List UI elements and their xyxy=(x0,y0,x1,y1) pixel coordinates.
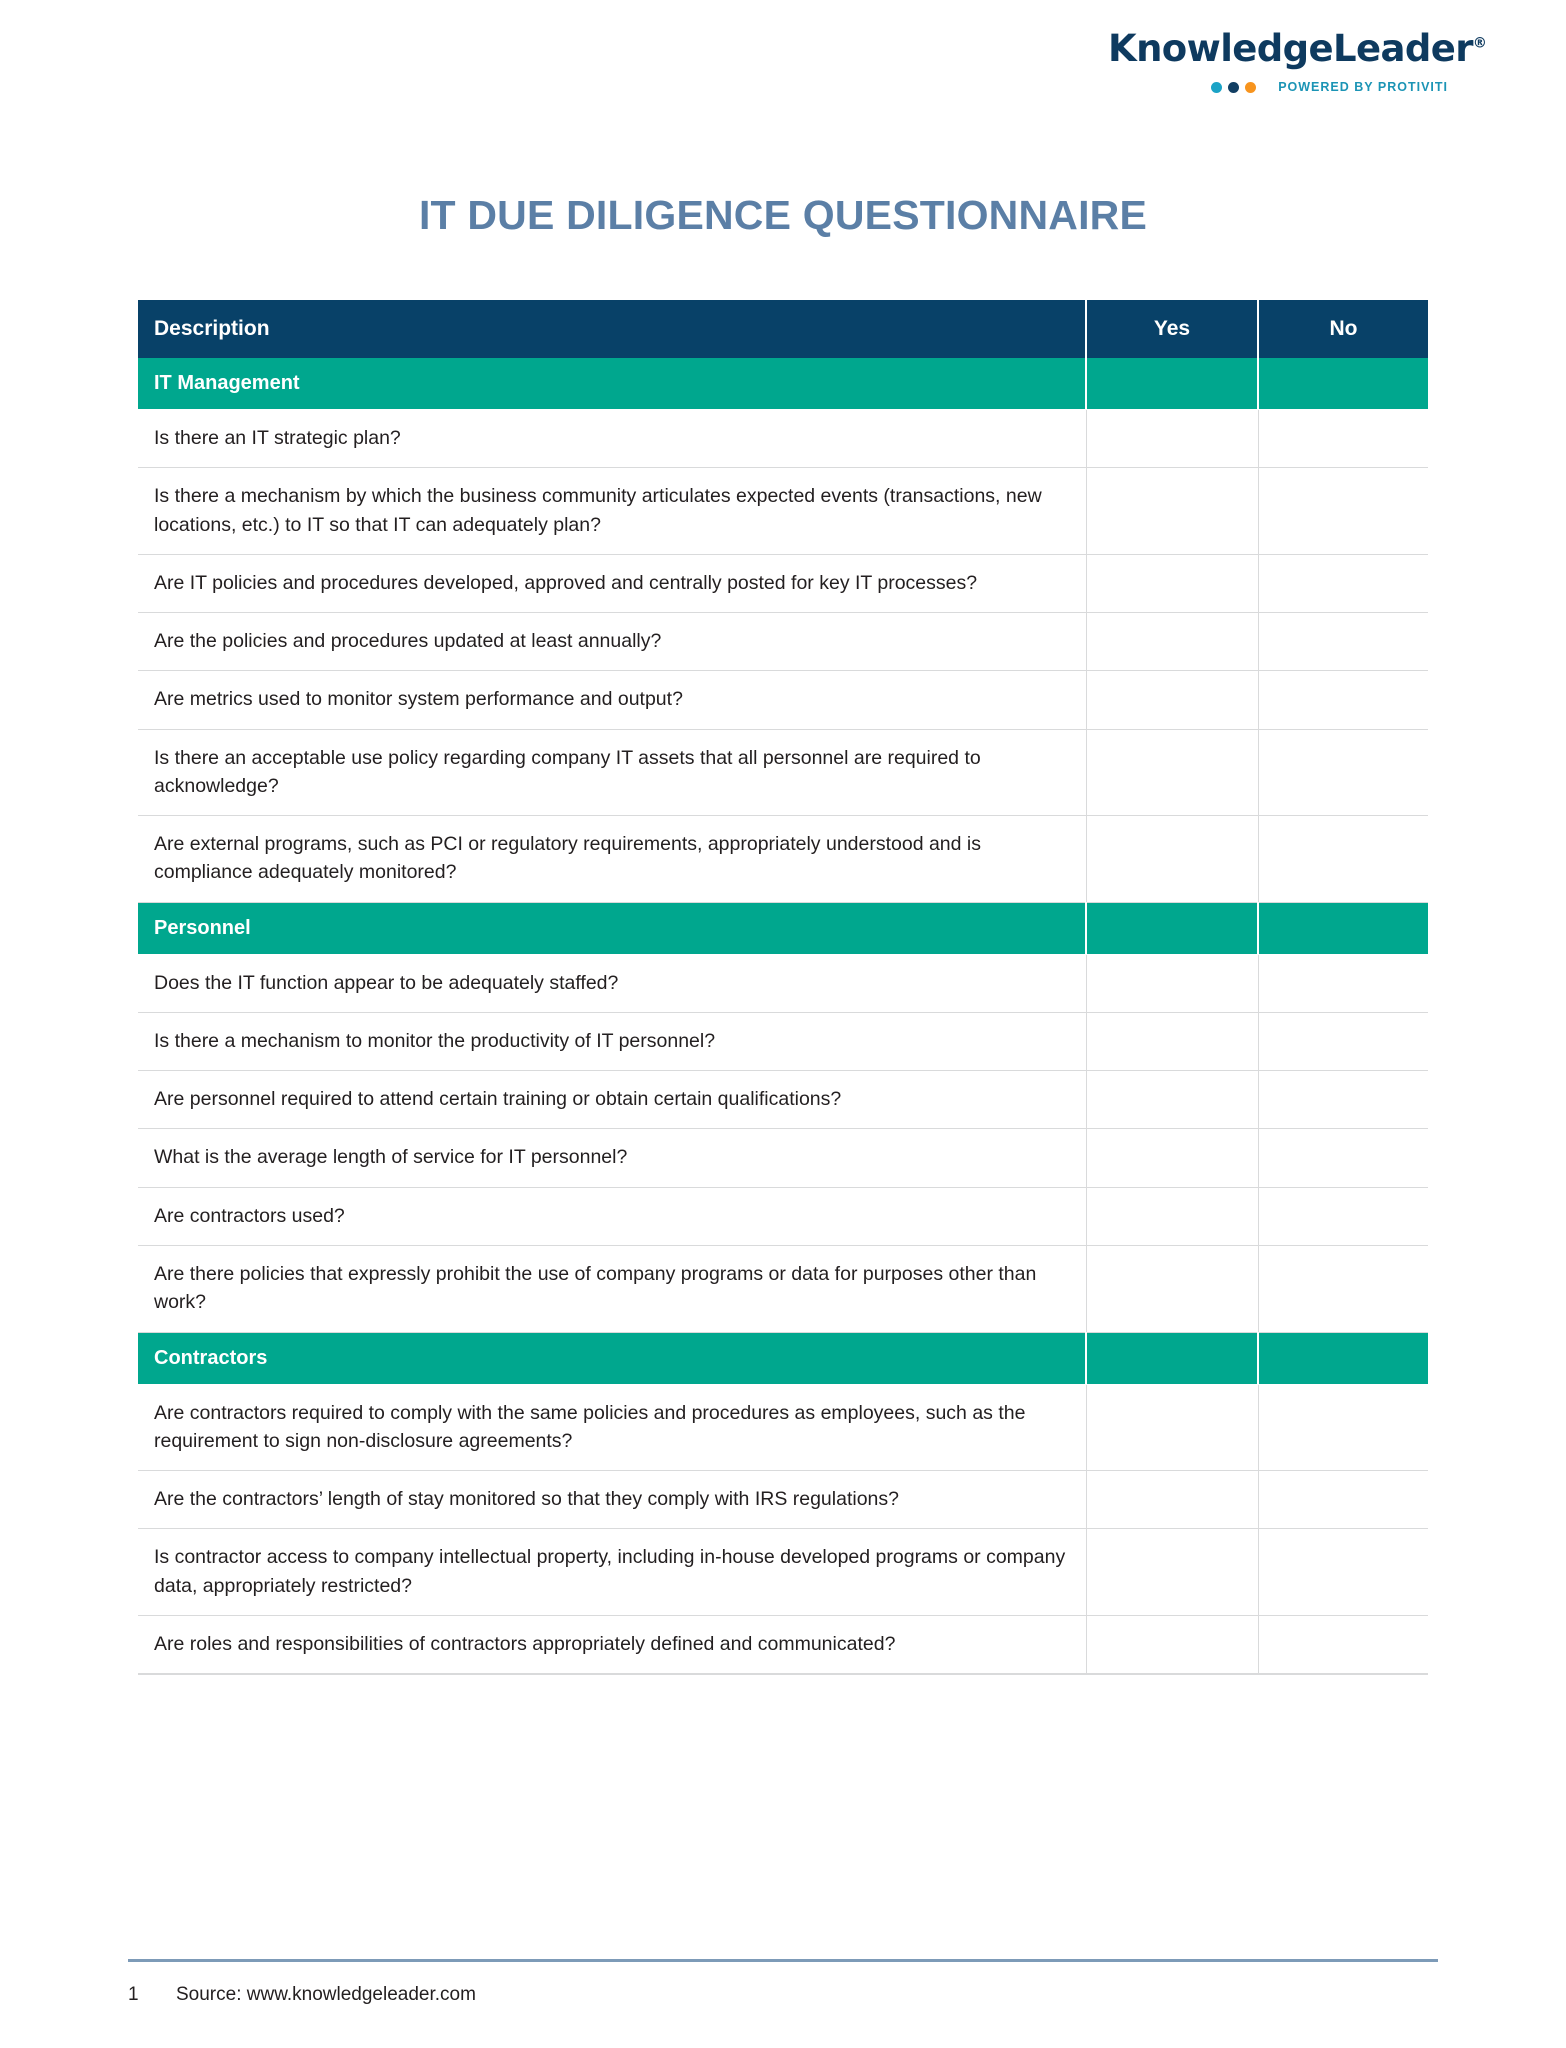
powered-by-label: POWERED BY PROTIVITI xyxy=(1278,80,1448,94)
section-yes-cell xyxy=(1086,358,1258,410)
question-text: Is there an IT strategic plan? xyxy=(138,410,1086,468)
answer-yes-checkbox-cell[interactable] xyxy=(1086,671,1258,729)
table-row xyxy=(138,468,1428,555)
answer-no-checkbox-cell[interactable] xyxy=(1258,1012,1428,1070)
footer-source-label: Source: www.knowledgeleader.com xyxy=(176,1984,476,2005)
question-text: Are metrics used to monitor system performance and output? xyxy=(138,671,1086,729)
answer-yes-checkbox-cell[interactable] xyxy=(1086,816,1258,903)
question-text: Is there a mechanism to monitor the productivity of IT personnel? xyxy=(138,1012,1086,1070)
column-header-no: No xyxy=(1258,300,1428,358)
answer-yes-checkbox-cell[interactable] xyxy=(1086,410,1258,468)
brand-dot-orange-icon xyxy=(1245,82,1256,93)
table-row xyxy=(138,410,1428,468)
answer-yes-checkbox-cell[interactable] xyxy=(1086,1384,1258,1471)
table-row xyxy=(138,671,1428,729)
table-row xyxy=(138,1012,1428,1070)
footer-content xyxy=(128,1984,1438,2006)
answer-yes-checkbox-cell[interactable] xyxy=(1086,1187,1258,1245)
answer-no-checkbox-cell[interactable] xyxy=(1258,554,1428,612)
answer-no-checkbox-cell[interactable] xyxy=(1258,1187,1428,1245)
question-text: What is the average length of service for IT personnel? xyxy=(138,1129,1086,1187)
section-title: IT Management xyxy=(138,358,1086,410)
brand-dot-navy-icon xyxy=(1228,82,1239,93)
answer-yes-checkbox-cell[interactable] xyxy=(1086,468,1258,555)
answer-yes-checkbox-cell[interactable] xyxy=(1086,1615,1258,1673)
table-row xyxy=(138,954,1428,1012)
answer-yes-checkbox-cell[interactable] xyxy=(1086,1529,1258,1616)
answer-no-checkbox-cell[interactable] xyxy=(1258,1245,1428,1332)
answer-no-checkbox-cell[interactable] xyxy=(1258,1071,1428,1129)
answer-no-checkbox-cell[interactable] xyxy=(1258,1384,1428,1471)
table-header xyxy=(138,300,1428,358)
table-row xyxy=(138,729,1428,816)
question-text: Are the contractors’ length of stay monitored so that they comply with IRS regulations? xyxy=(138,1471,1086,1529)
knowledgeleader-logo xyxy=(1108,27,1487,70)
answer-yes-checkbox-cell[interactable] xyxy=(1086,1071,1258,1129)
question-text: Is there an acceptable use policy regarding company IT assets that all personnel are required to acknowledge? xyxy=(138,729,1086,816)
table-row xyxy=(138,554,1428,612)
answer-no-checkbox-cell[interactable] xyxy=(1258,729,1428,816)
section-no-cell xyxy=(1258,902,1428,954)
section-header-row xyxy=(138,358,1428,410)
section-title: Personnel xyxy=(138,902,1086,954)
brand-header xyxy=(1108,27,1487,94)
answer-no-checkbox-cell[interactable] xyxy=(1258,954,1428,1012)
table-row xyxy=(138,1615,1428,1673)
question-text: Are contractors required to comply with the same policies and procedures as employees, such as the requirement to sign non-disclosure agreements? xyxy=(138,1384,1086,1471)
brand-dot-teal-icon xyxy=(1211,82,1222,93)
table-row xyxy=(138,1384,1428,1471)
question-text: Are there policies that expressly prohibit the use of company programs or data for purposes other than work? xyxy=(138,1245,1086,1332)
table-row xyxy=(138,1529,1428,1616)
questionnaire-table xyxy=(138,300,1428,1674)
table-row xyxy=(138,1071,1428,1129)
question-text: Is contractor access to company intellectual property, including in-house developed programs or company data, appropriately restricted? xyxy=(138,1529,1086,1616)
registered-trademark-icon: ® xyxy=(1472,35,1487,52)
logo-wordmark-text: KnowledgeLeader xyxy=(1108,27,1473,70)
answer-yes-checkbox-cell[interactable] xyxy=(1086,729,1258,816)
answer-no-checkbox-cell[interactable] xyxy=(1258,1471,1428,1529)
answer-yes-checkbox-cell[interactable] xyxy=(1086,1471,1258,1529)
question-text: Are external programs, such as PCI or regulatory requirements, appropriately understood and is compliance adequately monitored? xyxy=(138,816,1086,903)
table-bottom-rule xyxy=(138,1674,1428,1675)
section-no-cell xyxy=(1258,358,1428,410)
table-row xyxy=(138,1187,1428,1245)
questionnaire-table-container xyxy=(138,300,1428,1675)
answer-yes-checkbox-cell[interactable] xyxy=(1086,954,1258,1012)
answer-no-checkbox-cell[interactable] xyxy=(1258,671,1428,729)
answer-no-checkbox-cell[interactable] xyxy=(1258,816,1428,903)
answer-no-checkbox-cell[interactable] xyxy=(1258,1615,1428,1673)
answer-yes-checkbox-cell[interactable] xyxy=(1086,613,1258,671)
answer-yes-checkbox-cell[interactable] xyxy=(1086,1245,1258,1332)
table-row xyxy=(138,1471,1428,1529)
table-body xyxy=(138,358,1428,1674)
question-text: Is there a mechanism by which the business community articulates expected events (transactions, new locations, etc.) to IT so that IT can adequately plan? xyxy=(138,468,1086,555)
question-text: Are roles and responsibilities of contractors appropriately defined and communicated? xyxy=(138,1615,1086,1673)
page-number: 1 xyxy=(128,1984,139,2005)
table-row xyxy=(138,1245,1428,1332)
table-header-row xyxy=(138,300,1428,358)
answer-no-checkbox-cell[interactable] xyxy=(1258,410,1428,468)
answer-no-checkbox-cell[interactable] xyxy=(1258,1529,1428,1616)
table-row xyxy=(138,816,1428,903)
brand-dots-icon xyxy=(1211,82,1256,93)
answer-no-checkbox-cell[interactable] xyxy=(1258,1129,1428,1187)
question-text: Are personnel required to attend certain training or obtain certain qualifications? xyxy=(138,1071,1086,1129)
answer-no-checkbox-cell[interactable] xyxy=(1258,468,1428,555)
question-text: Are contractors used? xyxy=(138,1187,1086,1245)
column-header-yes: Yes xyxy=(1086,300,1258,358)
table-row xyxy=(138,613,1428,671)
section-yes-cell xyxy=(1086,1332,1258,1384)
answer-no-checkbox-cell[interactable] xyxy=(1258,613,1428,671)
section-title: Contractors xyxy=(138,1332,1086,1384)
logo-subline xyxy=(1108,80,1448,94)
page-footer xyxy=(128,1959,1438,2006)
question-text: Does the IT function appear to be adequately staffed? xyxy=(138,954,1086,1012)
section-header-row xyxy=(138,902,1428,954)
answer-yes-checkbox-cell[interactable] xyxy=(1086,1012,1258,1070)
page-title: IT DUE DILIGENCE QUESTIONNAIRE xyxy=(418,192,1148,239)
section-no-cell xyxy=(1258,1332,1428,1384)
question-text: Are the policies and procedures updated at least annually? xyxy=(138,613,1086,671)
question-text: Are IT policies and procedures developed, approved and centrally posted for key IT processes? xyxy=(138,554,1086,612)
answer-yes-checkbox-cell[interactable] xyxy=(1086,1129,1258,1187)
section-yes-cell xyxy=(1086,902,1258,954)
section-header-row xyxy=(138,1332,1428,1384)
answer-yes-checkbox-cell[interactable] xyxy=(1086,554,1258,612)
footer-divider xyxy=(128,1959,1438,1962)
table-row xyxy=(138,1129,1428,1187)
column-header-description: Description xyxy=(138,300,1086,358)
